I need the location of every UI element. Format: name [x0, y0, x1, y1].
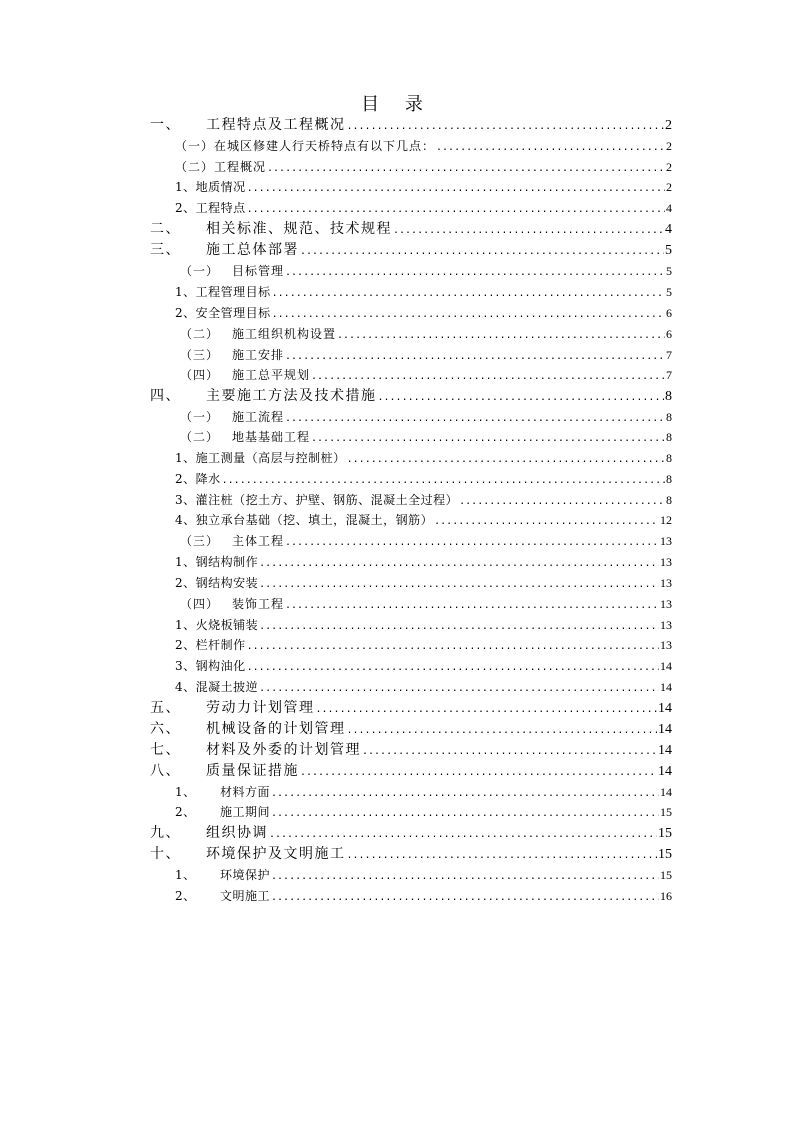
- toc-entry-page-number: 13: [660, 597, 672, 611]
- toc-entry-label: 相关标准、规范、技术规程: [206, 221, 392, 237]
- toc-entry-label: 工程特点及工程概况: [206, 117, 346, 133]
- toc-entry[interactable]: [175, 552, 672, 572]
- toc-entry-page-number: 14: [660, 785, 672, 799]
- toc-entry[interactable]: [175, 469, 672, 489]
- toc-entry[interactable]: [150, 386, 672, 406]
- toc-dot-leader: [285, 347, 665, 367]
- toc-entry-page-number: 14: [658, 743, 672, 758]
- toc-entry-label: 组织协调: [206, 825, 268, 841]
- toc-dot-leader: [271, 888, 659, 908]
- toc-entry-label: 机械设备的计划管理: [206, 721, 346, 737]
- toc-dot-leader: [459, 492, 665, 512]
- toc-entry-number: （四）: [180, 597, 220, 611]
- toc-title: 目 录: [361, 94, 433, 115]
- toc-dot-leader: [436, 138, 665, 158]
- toc-entry-page-number: 15: [660, 868, 672, 882]
- toc-entry-label: 3、灌注桩（挖土方、护壁、钢筋、混凝土全过程）: [175, 493, 459, 507]
- toc-entry-number: 1、: [175, 785, 196, 799]
- toc-entry[interactable]: [175, 282, 672, 302]
- toc-dot-leader: [271, 784, 659, 804]
- toc-dot-leader: [272, 305, 665, 325]
- toc-entry[interactable]: [150, 823, 672, 843]
- toc-entry[interactable]: [175, 615, 672, 635]
- toc-entry[interactable]: [150, 740, 672, 760]
- toc-entry[interactable]: [180, 365, 672, 385]
- toc-dot-leader: [300, 242, 664, 262]
- toc-entry-page-number: 14: [658, 764, 672, 779]
- toc-entry-page-number: 14: [660, 659, 672, 673]
- toc-entry-page-number: 4: [665, 222, 672, 237]
- toc-entry-page-number: 5: [666, 264, 672, 278]
- toc-entry-page-number: 15: [658, 826, 672, 841]
- toc-dot-leader: [267, 159, 665, 179]
- toc-entry[interactable]: [175, 656, 672, 676]
- toc-entry-page-number: 8: [666, 493, 672, 507]
- toc-entry-number: 九、: [150, 825, 181, 841]
- toc-entry-label: 1、火烧板铺装: [175, 618, 259, 632]
- toc-entry-page-number: 6: [666, 306, 672, 320]
- toc-dot-leader: [247, 658, 659, 678]
- toc-entry-page-number: 12: [660, 513, 672, 527]
- toc-dot-leader: [300, 763, 657, 783]
- toc-dot-leader: [259, 554, 659, 574]
- toc-entry[interactable]: [175, 886, 672, 906]
- toc-dot-leader: [311, 429, 665, 449]
- toc-entry-label: 施工期间: [220, 805, 271, 819]
- toc-entry-label: 环境保护及文明施工: [206, 846, 346, 862]
- toc-dot-leader: [347, 117, 665, 137]
- toc-entry[interactable]: [175, 782, 672, 802]
- toc-entry-label: 施工总体部署: [206, 242, 299, 258]
- toc-dot-leader: [285, 533, 659, 553]
- toc-dot-leader: [316, 700, 658, 720]
- toc-entry-label: 2、钢结构安装: [175, 576, 259, 590]
- toc-dot-leader: [247, 179, 665, 199]
- toc-entry[interactable]: [150, 698, 672, 718]
- toc-entry-label: 1、工程管理目标: [175, 285, 271, 299]
- toc-entry-page-number: 13: [660, 555, 672, 569]
- toc-entry-page-number: 16: [660, 889, 672, 903]
- toc-dot-leader: [347, 450, 665, 470]
- toc-entry-number: 八、: [150, 763, 181, 779]
- toc-entry-number: （一）: [180, 410, 220, 424]
- toc-entry-page-number: 15: [658, 847, 672, 862]
- toc-dot-leader: [347, 721, 658, 741]
- toc-entry[interactable]: [175, 573, 672, 593]
- toc-dot-leader: [271, 867, 659, 887]
- toc-entry-number: 七、: [150, 742, 181, 758]
- toc-entry[interactable]: [150, 719, 672, 739]
- toc-entry-page-number: 4: [666, 201, 672, 215]
- toc-dot-leader: [347, 846, 658, 866]
- toc-entry-label: 4、混凝土披逆: [175, 680, 259, 694]
- toc-entry-number: （三）: [180, 534, 220, 548]
- toc-entry-label: 材料及外委的计划管理: [206, 742, 361, 758]
- toc-entry-page-number: 13: [660, 576, 672, 590]
- toc-entry-label: 施工总平规划: [232, 368, 311, 382]
- toc-entry-page-number: 13: [660, 618, 672, 632]
- toc-entry-label: 施工流程: [232, 410, 285, 424]
- toc-entry[interactable]: [175, 490, 672, 510]
- toc-dot-leader: [378, 388, 665, 408]
- toc-entry-label: 主要施工方法及技术措施: [206, 388, 377, 404]
- toc-entry-page-number: 8: [666, 410, 672, 424]
- toc-entry-page-number: 8: [666, 430, 672, 444]
- toc-entry-page-number: 5: [666, 285, 672, 299]
- toc-entry[interactable]: [175, 136, 672, 156]
- toc-entry-label: 目标管理: [232, 264, 285, 278]
- toc-entry-label: 1、地质情况: [175, 180, 246, 194]
- toc-entry-label: 4、独立承台基础（挖、填土，混凝土，钢筋）: [175, 513, 434, 527]
- toc-entry-label: （二）工程概况: [175, 160, 267, 174]
- toc-entry-number: 2、: [175, 805, 196, 819]
- toc-entry-page-number: 8: [666, 451, 672, 465]
- toc-entry-number: 四、: [150, 388, 181, 404]
- toc-dot-leader: [247, 637, 659, 657]
- toc-entry-page-number: 14: [658, 701, 672, 716]
- toc-entry-page-number: 14: [658, 722, 672, 737]
- toc-entry-label: 2、安全管理目标: [175, 306, 271, 320]
- toc-dot-leader: [259, 679, 659, 699]
- toc-entry-label: 装饰工程: [232, 597, 285, 611]
- toc-entry-label: 施工安排: [232, 348, 285, 362]
- toc-entry[interactable]: [175, 303, 672, 323]
- toc-entry-label: 3、钢构油化: [175, 659, 246, 673]
- toc-dot-leader: [337, 326, 665, 346]
- toc-entry-label: 2、栏杆制作: [175, 638, 246, 652]
- toc-entry[interactable]: [150, 115, 672, 135]
- toc-entry-page-number: 2: [666, 180, 672, 194]
- toc-entry[interactable]: [175, 635, 672, 655]
- toc-entry-number: 二、: [150, 221, 181, 237]
- toc-entry[interactable]: [180, 427, 672, 447]
- toc-entry[interactable]: [175, 802, 672, 822]
- toc-entry-page-number: 14: [660, 680, 672, 694]
- toc-entry-label: 2、降水: [175, 472, 221, 486]
- toc-dot-leader: [362, 742, 657, 762]
- toc-entry-number: 2、: [175, 889, 196, 903]
- toc-entry-number: （四）: [180, 368, 220, 382]
- toc-entry[interactable]: [150, 240, 672, 260]
- toc-entry-page-number: 5: [665, 243, 672, 258]
- toc-entry-page-number: 13: [660, 534, 672, 548]
- toc-entry-number: 五、: [150, 700, 181, 716]
- toc-entry-number: 1、: [175, 868, 196, 882]
- toc-entry[interactable]: [180, 261, 672, 281]
- toc-dot-leader: [259, 617, 659, 637]
- toc-entry[interactable]: [175, 198, 672, 218]
- toc-entry-label: 地基基础工程: [232, 430, 311, 444]
- toc-entry-label: 主体工程: [232, 534, 285, 548]
- toc-entry[interactable]: [175, 677, 672, 697]
- toc-entry[interactable]: [175, 177, 672, 197]
- toc-entry[interactable]: [180, 324, 672, 344]
- toc-entry[interactable]: [175, 157, 672, 177]
- toc-entry-label: 环境保护: [220, 868, 271, 882]
- toc-entry-number: （二）: [180, 327, 220, 341]
- toc-dot-leader: [222, 471, 665, 491]
- toc-entry[interactable]: [150, 761, 672, 781]
- toc-entry-number: 三、: [150, 242, 181, 258]
- toc-entry[interactable]: [180, 345, 672, 365]
- toc-dot-leader: [247, 200, 665, 220]
- toc-entry[interactable]: [175, 510, 672, 530]
- toc-entry-page-number: 7: [666, 368, 672, 382]
- toc-entry-page-number: 15: [660, 805, 672, 819]
- toc-entry-number: 十、: [150, 846, 181, 862]
- toc-entry-label: 2、工程特点: [175, 201, 246, 215]
- toc-dot-leader: [259, 575, 659, 595]
- toc-entry-page-number: 13: [660, 638, 672, 652]
- toc-dot-leader: [285, 596, 659, 616]
- toc-entry-label: （一）在城区修建人行天桥特点有以下几点：: [175, 139, 436, 153]
- toc-entry-label: 1、钢结构制作: [175, 555, 259, 569]
- toc-entry-label: 施工组织机构设置: [232, 327, 337, 341]
- toc-dot-leader: [271, 804, 659, 824]
- toc-entry-page-number: 7: [666, 348, 672, 362]
- toc-entry-page-number: 8: [665, 389, 672, 404]
- toc-entry[interactable]: [150, 219, 672, 239]
- toc-dot-leader: [272, 284, 665, 304]
- toc-entry-number: 六、: [150, 721, 181, 737]
- toc-entry-label: 劳动力计划管理: [206, 700, 315, 716]
- toc-dot-leader: [434, 512, 659, 532]
- toc-entry[interactable]: [150, 844, 672, 864]
- toc-dot-leader: [393, 221, 664, 241]
- toc-entry-page-number: 2: [666, 139, 672, 153]
- toc-entry-number: （一）: [180, 264, 220, 278]
- toc-entry[interactable]: [180, 407, 672, 427]
- toc-entry-page-number: 2: [665, 118, 672, 133]
- toc-dot-leader: [285, 409, 665, 429]
- toc-dot-leader: [269, 825, 657, 845]
- toc-entry-page-number: 6: [666, 327, 672, 341]
- toc-entry-number: 一、: [150, 117, 181, 133]
- toc-dot-leader: [311, 367, 665, 387]
- toc-entry-label: 文明施工: [220, 889, 271, 903]
- toc-entry-number: （三）: [180, 348, 220, 362]
- toc-entry-label: 质量保证措施: [206, 763, 299, 779]
- toc-entry-number: （二）: [180, 430, 220, 444]
- toc-entry-label: 1、施工测量（高层与控制桩）: [175, 451, 346, 465]
- toc-entry[interactable]: [180, 531, 672, 551]
- toc-entry[interactable]: [175, 448, 672, 468]
- toc-entry[interactable]: [180, 594, 672, 614]
- toc-entry-page-number: 8: [666, 472, 672, 486]
- toc-entry-label: 材料方面: [220, 785, 271, 799]
- toc-dot-leader: [285, 263, 665, 283]
- toc-entry[interactable]: [175, 865, 672, 885]
- toc-entry-page-number: 2: [666, 160, 672, 174]
